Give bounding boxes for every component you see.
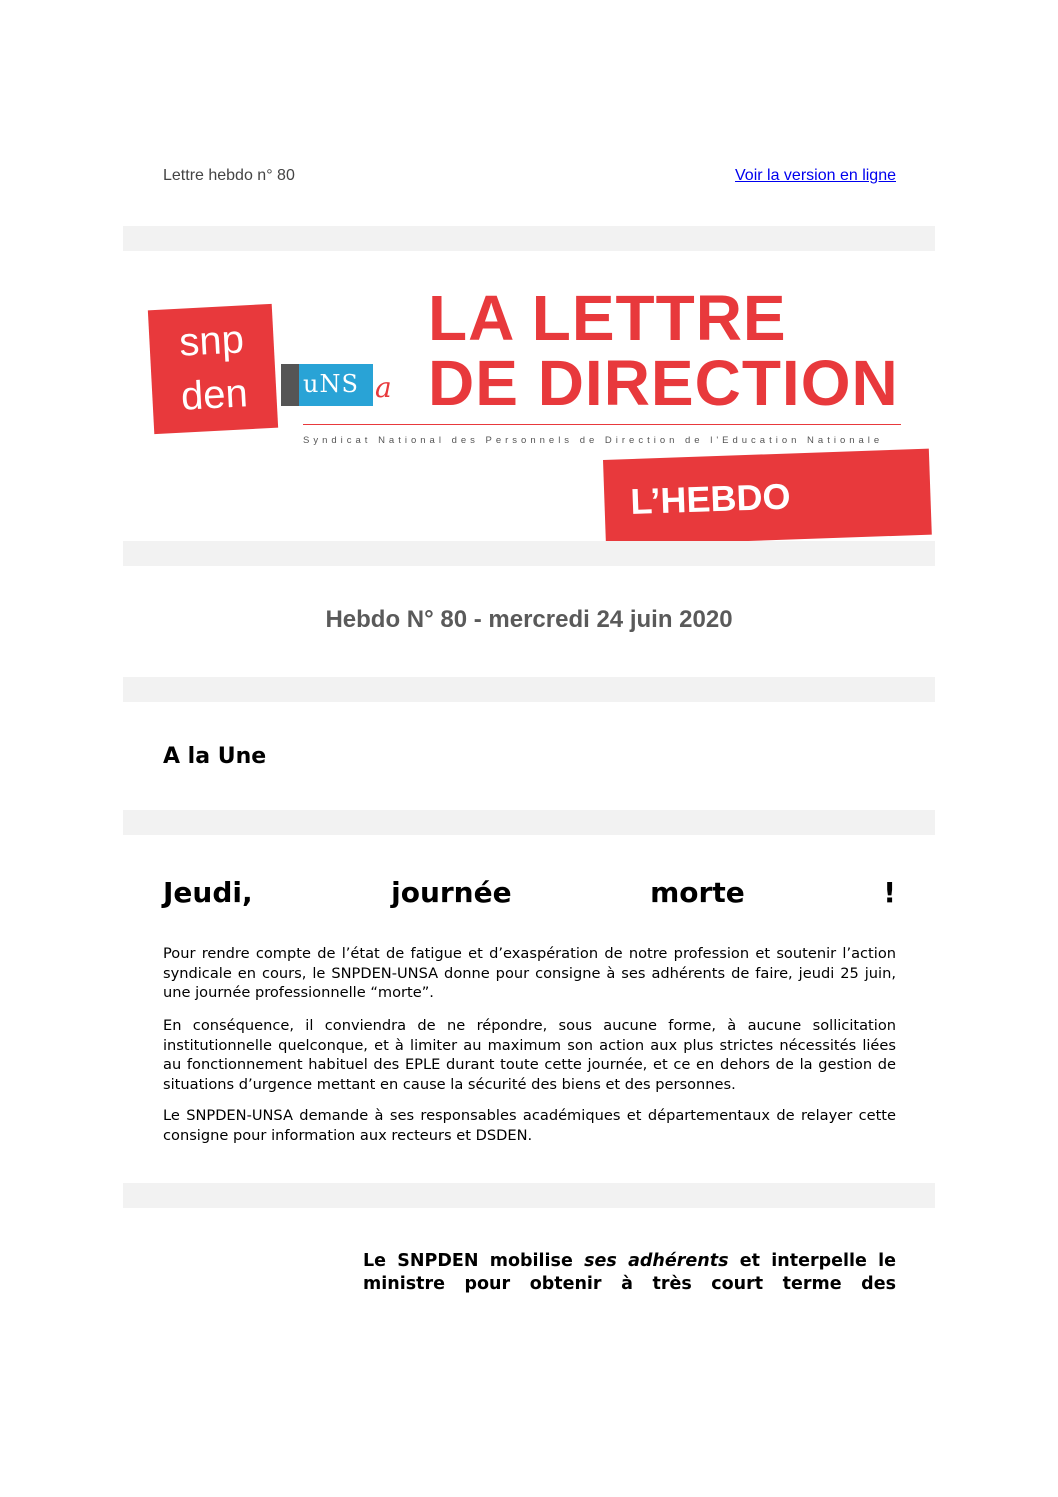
unsa-logo-bar xyxy=(281,364,299,406)
article-title-word: morte xyxy=(650,876,745,909)
teaser-italic: ses adhérents xyxy=(584,1251,729,1271)
article-title-word: Jeudi, xyxy=(163,876,253,909)
article-paragraph: En conséquence, il conviendra de ne répondre, sous aucune forme, à aucune sollicitation institutionnelle quelconque, et à limiter au maximum son action aux plus strictes nécessités liées au fonctionnement habituel des EPLE durant toute cette journée, et ce en dehors de la gestion de situations d’urgence mettant en cause la sécurité des biens et des personnes. xyxy=(163,1017,896,1093)
unsa-logo-text: uNS xyxy=(303,370,359,398)
masthead xyxy=(123,251,935,541)
separator-band xyxy=(123,677,935,702)
snpden-logo xyxy=(148,304,278,434)
article-title-word: journée xyxy=(391,876,512,909)
separator-band xyxy=(123,541,935,566)
logo-text-den: den xyxy=(179,371,249,419)
hebdo-tag xyxy=(603,449,932,546)
separator-band xyxy=(123,1183,935,1208)
article-paragraph: Le SNPDEN-UNSA demande à ses responsables académiques et départementaux de relayer cette consigne pour information aux recteurs et DSDEN. xyxy=(163,1107,896,1144)
article-paragraph: Pour rendre compte de l’état de fatigue et d’exaspération de notre profession et soutenir l’action syndicale en cours, le SNPDEN-UNSA donne pour consigne à ses adhérents de faire, jeudi 25 juin, une journée professionnelle “morte”. xyxy=(163,945,896,1001)
separator-band xyxy=(123,226,935,251)
masthead-title-line2: DE DIRECTION xyxy=(428,347,899,419)
masthead-title-line1: LA LETTRE xyxy=(428,282,787,354)
hebdo-tag-label: L’HEBDO xyxy=(629,475,792,523)
unsa-logo xyxy=(299,364,373,406)
logo-text-snp: snp xyxy=(178,317,245,365)
online-version-link[interactable]: Voir la version en ligne xyxy=(735,167,896,184)
separator-band xyxy=(123,810,935,835)
article-title-word: ! xyxy=(883,876,896,909)
section-heading: A la Une xyxy=(163,744,267,769)
masthead-subtitle: Syndicat National des Personnels de Direction de l'Education Nationale xyxy=(303,435,884,446)
teaser-part: Le SNPDEN mobilise xyxy=(363,1251,585,1271)
issue-label: Lettre hebdo n° 80 xyxy=(163,167,295,184)
top-line xyxy=(163,167,896,191)
article-title xyxy=(163,876,896,909)
teaser-part: et interpelle le ministre pour obtenir à très court terme des xyxy=(363,1251,896,1294)
issue-title: Hebdo N° 80 - mercredi 24 juin 2020 xyxy=(325,606,733,633)
teaser-text xyxy=(363,1250,896,1296)
masthead-rule xyxy=(303,424,901,425)
unsa-logo-a: a xyxy=(375,371,392,404)
